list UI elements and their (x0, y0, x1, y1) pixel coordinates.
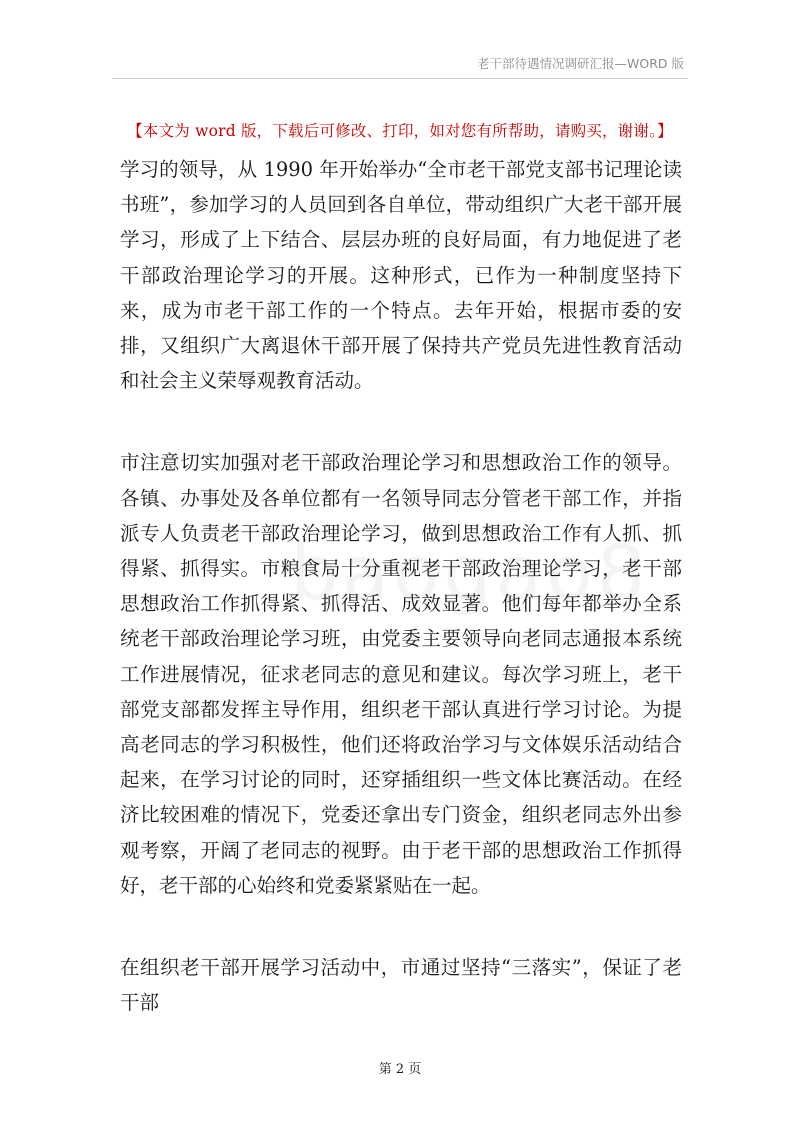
paragraph-3: 在组织老干部开展学习活动中，市通过坚持“三落实”，保证了老干部 (120, 956, 682, 1015)
paragraph-2: 市注意切实加强对老干部政治理论学习和思想政治工作的领导。各镇、办事处及各单位都有一名领导同志分管老干部工作，并指派专人负责老干部政治理论学习，做到思想政治工作有人抓、抓得紧、抓得实。市粮食局十分重视老干部政治理论学习，老干部思想政治工作抓得紧、抓得活、成效显著。他们每年都举办全系统老干部政治理论学习班，由党委主要领导向老同志通报本系统工作进展情况，征求老同志的意见和建议。每次学习班上，老干部党支部都发挥主导作用，组织老干部认真进行学习讨论。为提高老同志的学习积极性，他们还将政治学习与文体娱乐活动结合起来，在学习讨论的同时，还穿插组织一些文体比赛活动。在经济比较困难的情况下，党委还拿出专门资金，组织老同志外出参观考察，开阔了老同志的视野。由于老干部的思想政治工作抓得好，老干部的心始终和党委紧紧贴在一起。 (120, 451, 682, 897)
page-number: 第 2 页 (378, 1062, 422, 1077)
document-body (120, 152, 682, 1020)
download-notice: 【本文为 word 版，下载后可修改、打印，如对您有所帮助，请购买，谢谢。】 (127, 122, 673, 140)
header-title: 老干部待遇情况调研汇报—WORD 版 (477, 56, 684, 71)
paragraph-1: 学习的领导，从 1990 年开始举办“全市老干部党支部书记理论读书班”，参加学习的人员回到各自单位，带动组织广大老干部开展学习，形成了上下结合、层层办班的良好局面，有力地促进了老干部政治理论学习的开展。这种形式，已作为一种制度坚持下来，成为市老干部工作的一个特点。去年开始，根据市委的安排，又组织广大离退休干部开展了保持共产党员先进性教育活动和社会主义荣辱观教育活动。 (120, 158, 682, 393)
page-header (112, 50, 688, 79)
